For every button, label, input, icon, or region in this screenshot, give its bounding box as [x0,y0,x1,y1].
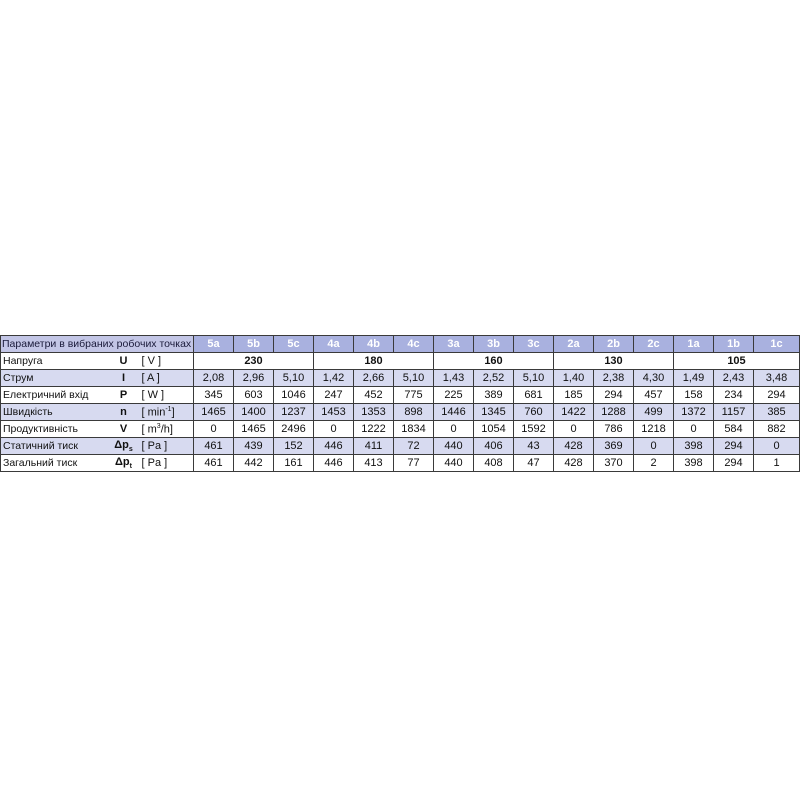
voltage-group-value: 180 [314,353,434,370]
column-header: 1b [714,336,754,353]
symbol-main: Δp [114,438,129,451]
table-cell: 77 [394,455,434,472]
table-cell: 603 [234,387,274,404]
voltage-group-value: 105 [674,353,800,370]
table-cell: 152 [274,438,314,455]
table-cell: 1353 [354,404,394,421]
row-name: Статичний тиск [1,438,109,455]
table-cell: 461 [194,455,234,472]
table-row [1,455,800,472]
table-cell: 5,10 [514,370,554,387]
table-cell: 1592 [514,421,554,438]
row-name: Продуктивність [1,421,109,438]
table-cell: 1465 [194,404,234,421]
table-cell: 0 [194,421,234,438]
table-cell: 0 [674,421,714,438]
table-cell: 442 [234,455,274,472]
table-cell: 439 [234,438,274,455]
row-symbol: I [109,370,139,387]
row-name: Загальний тиск [1,455,109,472]
table-cell: 446 [314,438,354,455]
unit-superscript: 3 [156,422,161,430]
table-cell: 2496 [274,421,314,438]
table-cell: 0 [554,421,594,438]
table-cell: 0 [434,421,474,438]
table-cell: 72 [394,438,434,455]
column-header: 1a [674,336,714,353]
table-cell: 1,42 [314,370,354,387]
table-cell: 1446 [434,404,474,421]
column-header: 3a [434,336,474,353]
table-cell: 398 [674,455,714,472]
table-cell: 1,40 [554,370,594,387]
table-cell: 0 [634,438,674,455]
voltage-group-value: 230 [194,353,314,370]
table-cell: 5,10 [274,370,314,387]
table-cell: 775 [394,387,434,404]
table-cell: 1 [754,455,800,472]
table-cell: 428 [554,438,594,455]
table-cell: 1157 [714,404,754,421]
table-cell: 225 [434,387,474,404]
row-name: Струм [1,370,109,387]
column-header: 1c [754,336,800,353]
unit-superscript: -1 [165,405,172,413]
table-cell: 584 [714,421,754,438]
table-cell: 411 [354,438,394,455]
table-cell: 406 [474,438,514,455]
column-header: 3b [474,336,514,353]
voltage-row [1,353,800,370]
table-cell: 0 [754,438,800,455]
table-cell: 398 [674,438,714,455]
table-cell: 2,38 [594,370,634,387]
table-cell: 2 [634,455,674,472]
table-cell: 294 [714,455,754,472]
table-cell: 461 [194,438,234,455]
row-unit: [ W ] [139,387,194,404]
table-cell: 0 [314,421,354,438]
table-cell: 1222 [354,421,394,438]
table-cell: 1465 [234,421,274,438]
table-row [1,404,800,421]
parameters-table-container [0,335,799,472]
row-symbol: U [109,353,139,370]
symbol-subscript: s [128,446,133,454]
unit-end: ] [171,406,175,419]
table-cell: 1,43 [434,370,474,387]
table-cell: 294 [714,438,754,455]
table-cell: 446 [314,455,354,472]
table-cell: 457 [634,387,674,404]
column-header: 2b [594,336,634,353]
voltage-group-value: 160 [434,353,554,370]
table-cell: 1400 [234,404,274,421]
column-header: 5a [194,336,234,353]
table-cell: 389 [474,387,514,404]
row-unit [139,404,194,421]
table-row [1,387,800,404]
table-cell: 882 [754,421,800,438]
table-cell: 1453 [314,404,354,421]
table-cell: 43 [514,438,554,455]
column-header: 5c [274,336,314,353]
table-cell: 408 [474,455,514,472]
table-cell: 234 [714,387,754,404]
table-cell: 370 [594,455,634,472]
table-cell: 1834 [394,421,434,438]
table-cell: 1422 [554,404,594,421]
row-symbol [109,455,139,472]
column-header: 5b [234,336,274,353]
column-header: 4c [394,336,434,353]
column-header: 2a [554,336,594,353]
table-cell: 47 [514,455,554,472]
table-cell: 440 [434,438,474,455]
table-row [1,421,800,438]
table-cell: 158 [674,387,714,404]
row-name: Швидкість [1,404,109,421]
column-header: 4b [354,336,394,353]
table-cell: 786 [594,421,634,438]
table-cell: 428 [554,455,594,472]
table-cell: 681 [514,387,554,404]
operating-points-table [0,335,800,472]
table-cell: 2,08 [194,370,234,387]
column-header: 2c [634,336,674,353]
table-cell: 294 [754,387,800,404]
row-unit: [ V ] [139,353,194,370]
table-cell: 3,48 [754,370,800,387]
row-unit: [ A ] [139,370,194,387]
symbol-subscript: t [129,463,132,471]
table-cell: 1237 [274,404,314,421]
table-cell: 1046 [274,387,314,404]
table-cell: 1218 [634,421,674,438]
unit-main: [ m [141,423,157,436]
row-unit: [ Pa ] [139,438,194,455]
table-cell: 2,96 [234,370,274,387]
table-cell: 2,52 [474,370,514,387]
table-cell: 413 [354,455,394,472]
table-title: Параметри в вибраних робочих точках [1,336,194,353]
row-unit [139,421,194,438]
table-cell: 369 [594,438,634,455]
table-cell: 4,30 [634,370,674,387]
voltage-group-value: 130 [554,353,674,370]
unit-end: /h] [160,423,173,436]
table-cell: 161 [274,455,314,472]
row-symbol: V [109,421,139,438]
table-cell: 452 [354,387,394,404]
table-cell: 440 [434,455,474,472]
column-header: 4a [314,336,354,353]
table-cell: 898 [394,404,434,421]
table-cell: 247 [314,387,354,404]
table-cell: 1345 [474,404,514,421]
table-cell: 1,49 [674,370,714,387]
table-cell: 2,66 [354,370,394,387]
row-name: Електричний вхід [1,387,109,404]
table-cell: 294 [594,387,634,404]
table-cell: 760 [514,404,554,421]
header-row [1,336,800,353]
table-cell: 499 [634,404,674,421]
row-name: Напруга [1,353,109,370]
table-cell: 5,10 [394,370,434,387]
table-cell: 1288 [594,404,634,421]
table-cell: 185 [554,387,594,404]
row-unit: [ Pa ] [139,455,194,472]
table-cell: 385 [754,404,800,421]
column-header: 3c [514,336,554,353]
table-cell: 1054 [474,421,514,438]
table-cell: 345 [194,387,234,404]
row-symbol [109,438,139,455]
table-row [1,370,800,387]
table-row [1,438,800,455]
table-cell: 1372 [674,404,714,421]
symbol-main: Δp [115,455,130,468]
row-symbol: n [109,404,139,421]
unit-main: [ min [141,406,166,419]
table-cell: 2,43 [714,370,754,387]
row-symbol: P [109,387,139,404]
